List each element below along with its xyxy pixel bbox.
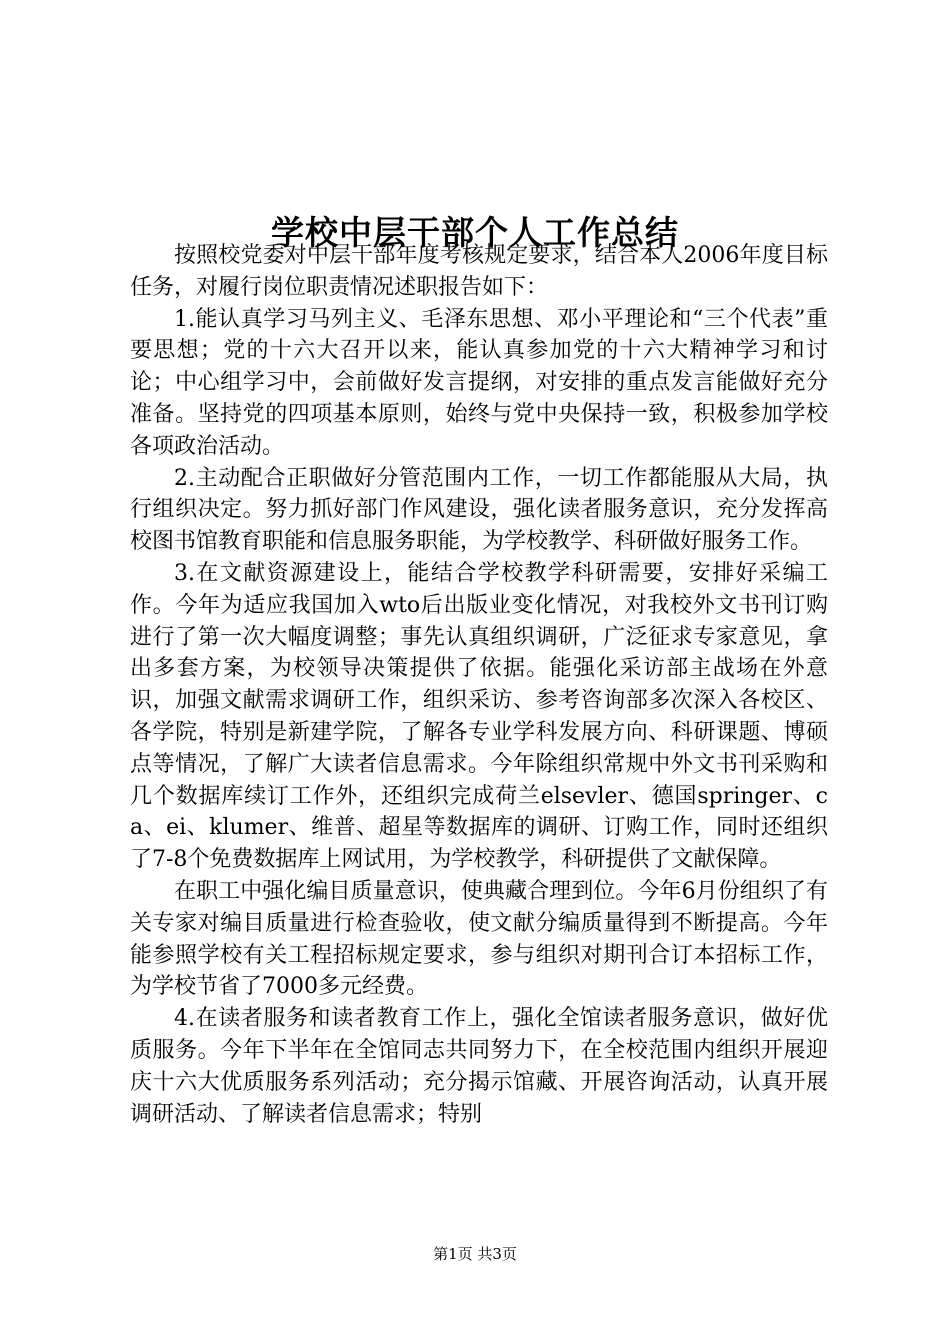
paragraph-item-2: 2.主动配合正职做好分管范围内工作，一切工作都能服从大局，执行组织决定。努力抓好部门作风建设，强化读者服务意识，充分发挥高校图书馆教育职能和信息服务职能，为学校教学、科研做好服务工作。: [130, 465, 828, 555]
paragraph-item-1: 1.能认真学习马列主义、毛泽东思想、邓小平理论和“三个代表”重要思想；党的十六大召开以来，能认真参加党的十六大精神学习和讨论；中心组学习中，会前做好发言提纲，对安排的重点发言能做好充分准备。坚持党的四项基本原则，始终与党中央保持一致，积极参加学校各项政治活动。: [130, 306, 828, 459]
paragraph-intro: 按照校党委对中层干部年度考核规定要求，结合本人2006年度目标任务，对履行岗位职责情况述职报告如下：: [130, 243, 828, 300]
document-body: [130, 240, 828, 1130]
page-number-footer: 第1页 共3页: [433, 1245, 517, 1263]
paragraph-item-4: 4.在读者服务和读者教育工作上，强化全馆读者服务意识，做好优质服务。今年下半年在全馆同志共同努力下，在全校范围内组织开展迎庆十六大优质服务系列活动；充分揭示馆藏、开展咨询活动，认真开展调研活动、了解读者信息需求；特别: [130, 1006, 828, 1127]
paragraph-cataloging: 在职工中强化编目质量意识，使典藏合理到位。今年6月份组织了有关专家对编目质量进行检查验收，使文献分编质量得到不断提高。今年能参照学校有关工程招标规定要求，参与组织对期刊合订本招标工作，为学校节省了7000多元经费。: [130, 878, 828, 1000]
paragraph-item-3: 3.在文献资源建设上，能结合学校教学科研需要，安排好采编工作。今年为适应我国加入wto后出版业变化情况，对我校外文书刊订购进行了第一次大幅度调整；事先认真组织调研，广泛征求专家意见，拿出多套方案，为校领导决策提供了依据。能强化采访部主战场在外意识，加强文献需求调研工作，组织采访、参考咨询部多次深入各校区、各学院，特别是新建学院，了解各专业学科发展方向、科研课题、博硕点等情况，了解广大读者信息需求。今年除组织常规中外文书刊采购和几个数据库续订工作外，还组织完成荷兰elsevler、德国springer、ca、ei、klumer、维普、超星等数据库的调研、订购工作，同时还组织了7-8个免费数据库上网试用，为学校教学，科研提供了文献保障。: [130, 560, 828, 873]
document-title: 学校中层干部个人工作总结: [271, 213, 679, 253]
